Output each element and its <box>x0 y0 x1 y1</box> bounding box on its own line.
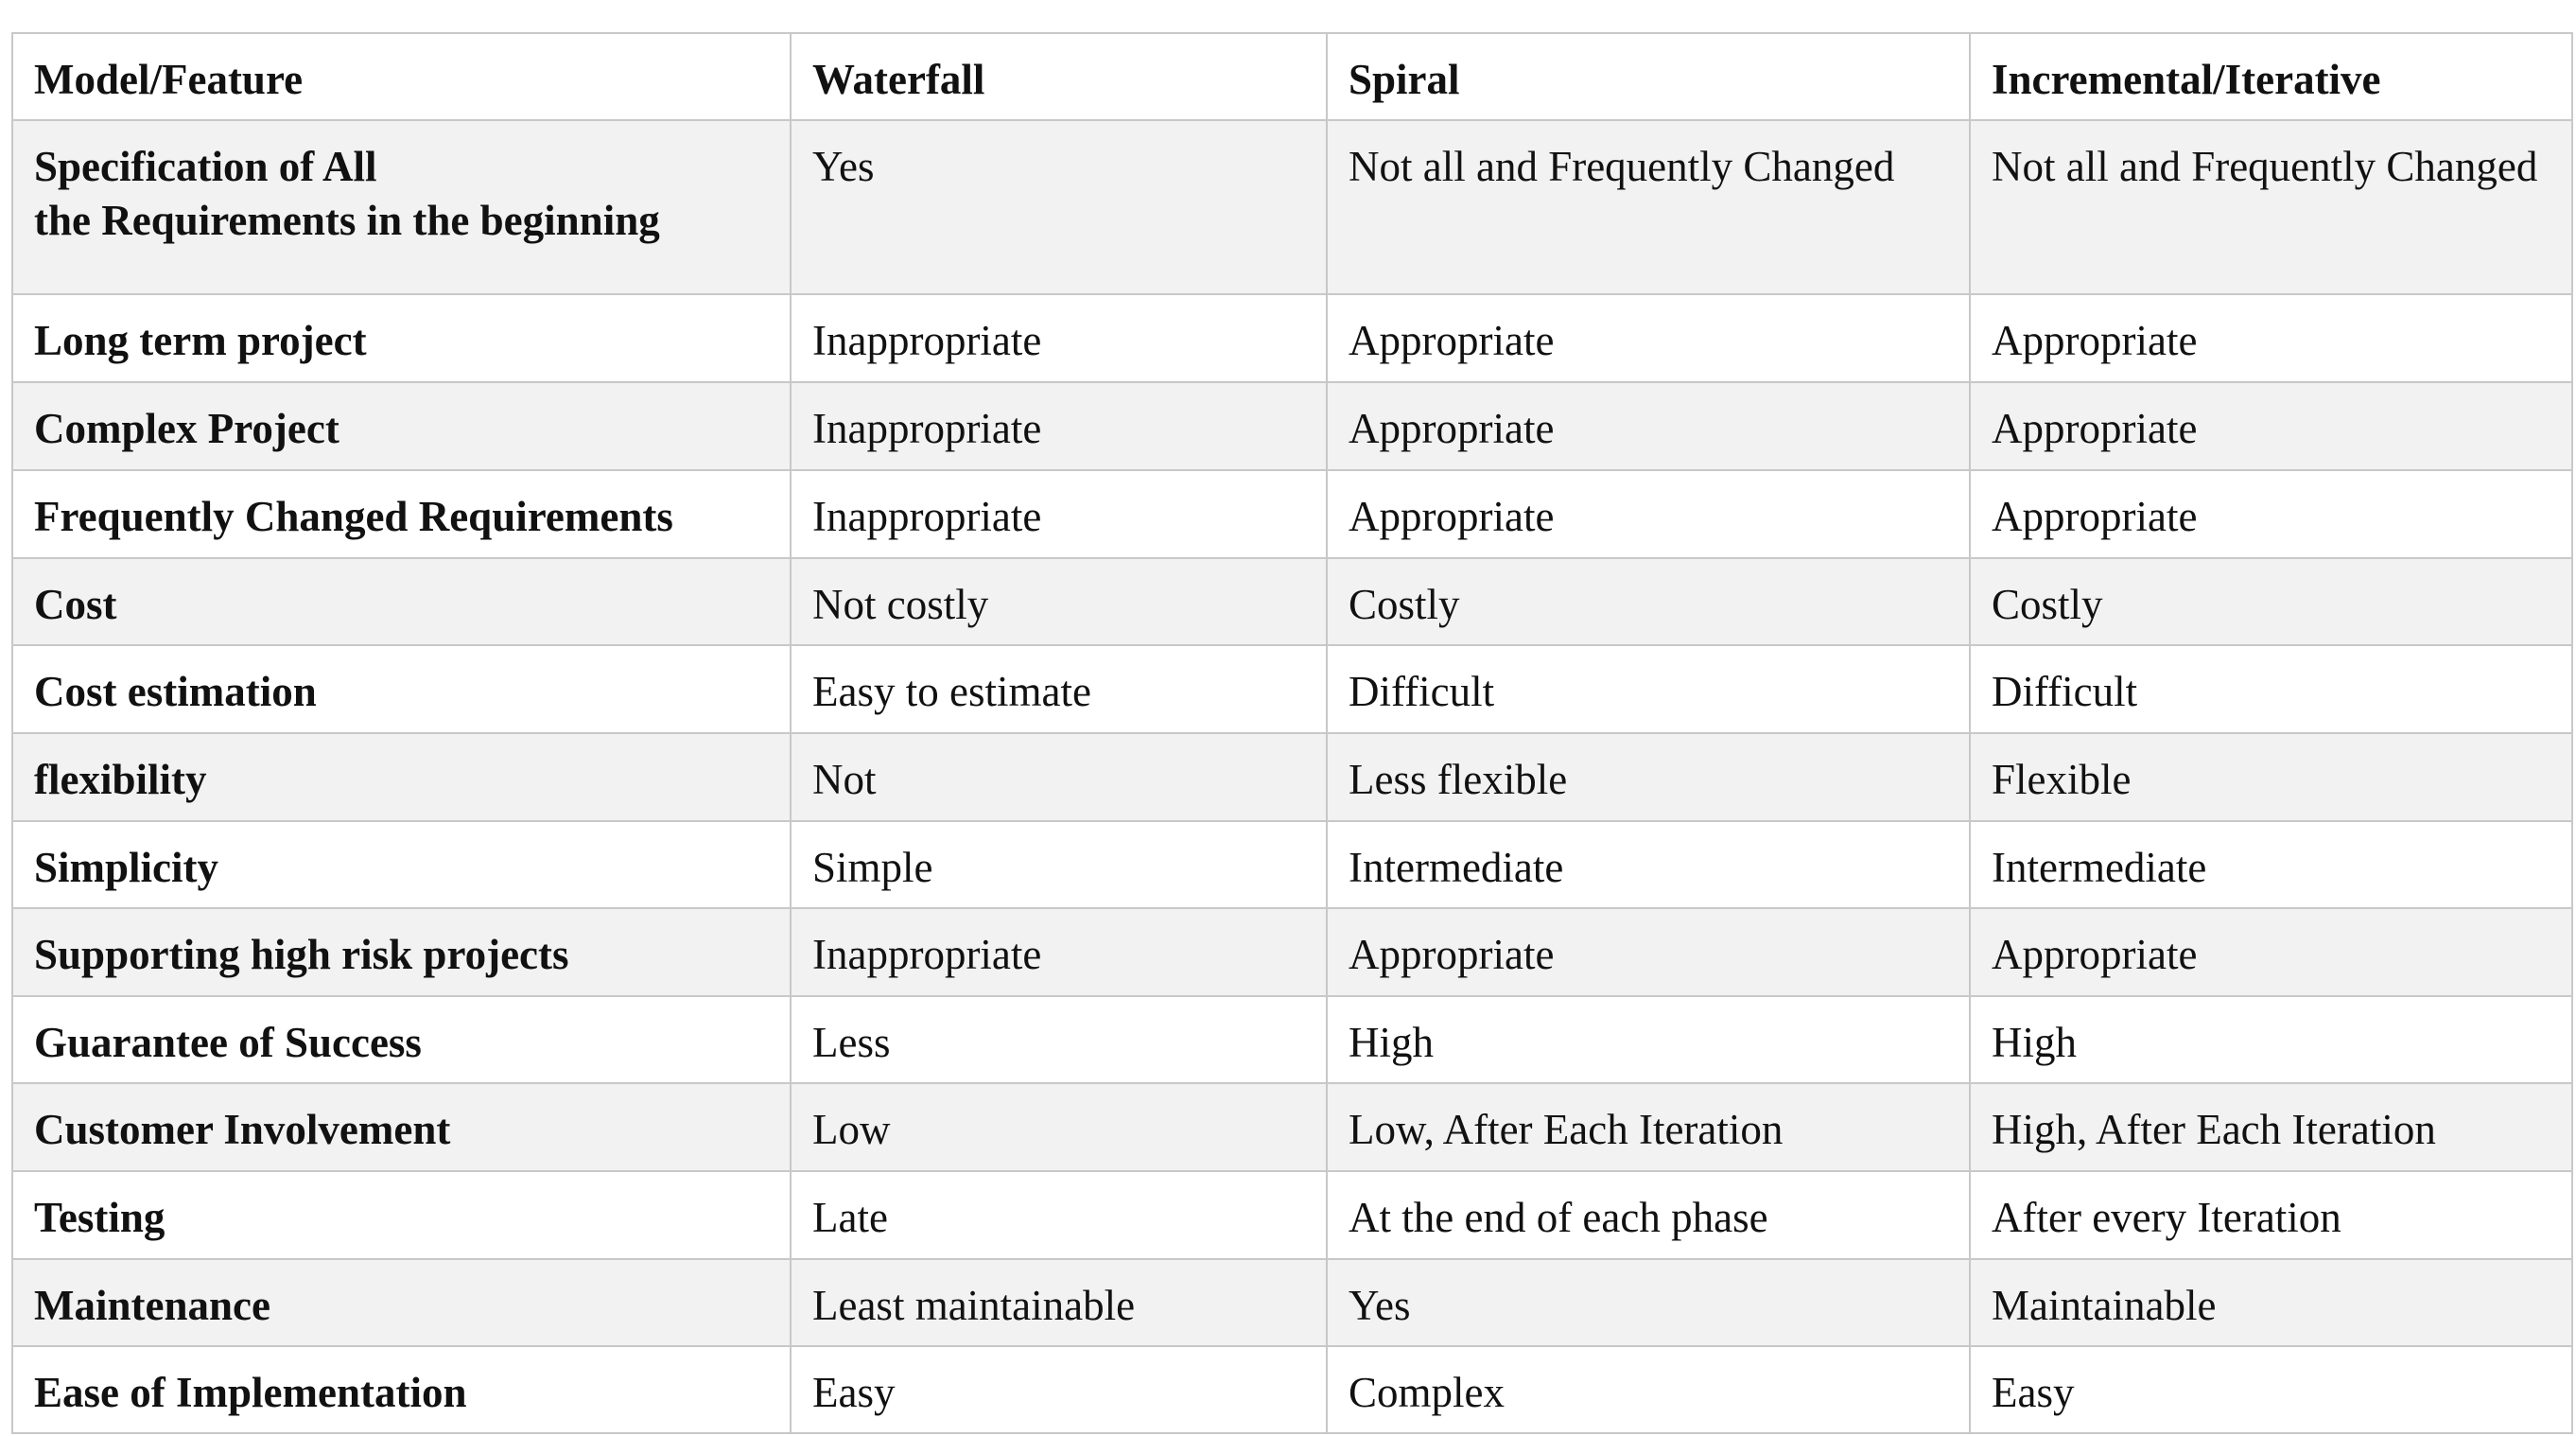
feature-cell: Supporting high risk projects <box>12 908 791 996</box>
table-row <box>12 558 2572 645</box>
incremental-iterative-cell: Appropriate <box>1970 908 2572 996</box>
waterfall-cell: Late <box>791 1171 1327 1259</box>
waterfall-cell: Not costly <box>791 558 1327 645</box>
spiral-cell: Appropriate <box>1327 470 1970 558</box>
waterfall-cell: Simple <box>791 821 1327 908</box>
table-row <box>12 1083 2572 1171</box>
feature-cell: Frequently Changed Requirements <box>12 470 791 558</box>
table-row <box>12 382 2572 470</box>
spiral-cell: Difficult <box>1327 645 1970 733</box>
table-header-row <box>12 33 2572 120</box>
feature-cell: Cost estimation <box>12 645 791 733</box>
comparison-table <box>11 32 2573 1434</box>
incremental-iterative-cell: Appropriate <box>1970 382 2572 470</box>
table-row <box>12 645 2572 733</box>
waterfall-cell: Less <box>791 996 1327 1083</box>
header-incremental-iterative: Incremental/Iterative <box>1970 33 2572 120</box>
spiral-cell: Less flexible <box>1327 733 1970 821</box>
spiral-cell: Appropriate <box>1327 382 1970 470</box>
feature-cell: Ease of Implementation <box>12 1346 791 1433</box>
feature-cell: Simplicity <box>12 821 791 908</box>
waterfall-cell: Low <box>791 1083 1327 1171</box>
waterfall-cell: Inappropriate <box>791 470 1327 558</box>
table-row <box>12 908 2572 996</box>
header-model-feature: Model/Feature <box>12 33 791 120</box>
incremental-iterative-cell: After every Iteration <box>1970 1171 2572 1259</box>
table-row <box>12 470 2572 558</box>
incremental-iterative-cell: Appropriate <box>1970 294 2572 382</box>
waterfall-cell: Least maintainable <box>791 1259 1327 1346</box>
table-row <box>12 294 2572 382</box>
feature-cell: Long term project <box>12 294 791 382</box>
feature-cell: Customer Involvement <box>12 1083 791 1171</box>
incremental-iterative-cell: High <box>1970 996 2572 1083</box>
table-row <box>12 1171 2572 1259</box>
table-row <box>12 1346 2572 1433</box>
table-row <box>12 120 2572 294</box>
spiral-cell: High <box>1327 996 1970 1083</box>
incremental-iterative-cell: Maintainable <box>1970 1259 2572 1346</box>
incremental-iterative-cell: Intermediate <box>1970 821 2572 908</box>
incremental-iterative-cell: Difficult <box>1970 645 2572 733</box>
table-row <box>12 821 2572 908</box>
table-row <box>12 996 2572 1083</box>
feature-cell: Complex Project <box>12 382 791 470</box>
spiral-cell: Complex <box>1327 1346 1970 1433</box>
waterfall-cell: Easy <box>791 1346 1327 1433</box>
incremental-iterative-cell: Costly <box>1970 558 2572 645</box>
feature-cell: Specification of All the Requirements in the beginning <box>12 120 791 294</box>
spiral-cell: Intermediate <box>1327 821 1970 908</box>
spiral-cell: Not all and Frequently Changed <box>1327 120 1970 294</box>
incremental-iterative-cell: Not all and Frequently Changed <box>1970 120 2572 294</box>
waterfall-cell: Easy to estimate <box>791 645 1327 733</box>
waterfall-cell: Inappropriate <box>791 294 1327 382</box>
incremental-iterative-cell: Appropriate <box>1970 470 2572 558</box>
waterfall-cell: Not <box>791 733 1327 821</box>
table-row <box>12 733 2572 821</box>
feature-cell: Testing <box>12 1171 791 1259</box>
table-row <box>12 1259 2572 1346</box>
waterfall-cell: Inappropriate <box>791 908 1327 996</box>
waterfall-cell: Yes <box>791 120 1327 294</box>
incremental-iterative-cell: Easy <box>1970 1346 2572 1433</box>
spiral-cell: Costly <box>1327 558 1970 645</box>
feature-cell: flexibility <box>12 733 791 821</box>
spiral-cell: Yes <box>1327 1259 1970 1346</box>
incremental-iterative-cell: Flexible <box>1970 733 2572 821</box>
feature-cell: Cost <box>12 558 791 645</box>
spiral-cell: At the end of each phase <box>1327 1171 1970 1259</box>
spiral-cell: Low, After Each Iteration <box>1327 1083 1970 1171</box>
spiral-cell: Appropriate <box>1327 294 1970 382</box>
table-body <box>12 120 2572 1433</box>
feature-cell: Maintenance <box>12 1259 791 1346</box>
spiral-cell: Appropriate <box>1327 908 1970 996</box>
header-spiral: Spiral <box>1327 33 1970 120</box>
feature-cell: Guarantee of Success <box>12 996 791 1083</box>
waterfall-cell: Inappropriate <box>791 382 1327 470</box>
header-waterfall: Waterfall <box>791 33 1327 120</box>
incremental-iterative-cell: High, After Each Iteration <box>1970 1083 2572 1171</box>
